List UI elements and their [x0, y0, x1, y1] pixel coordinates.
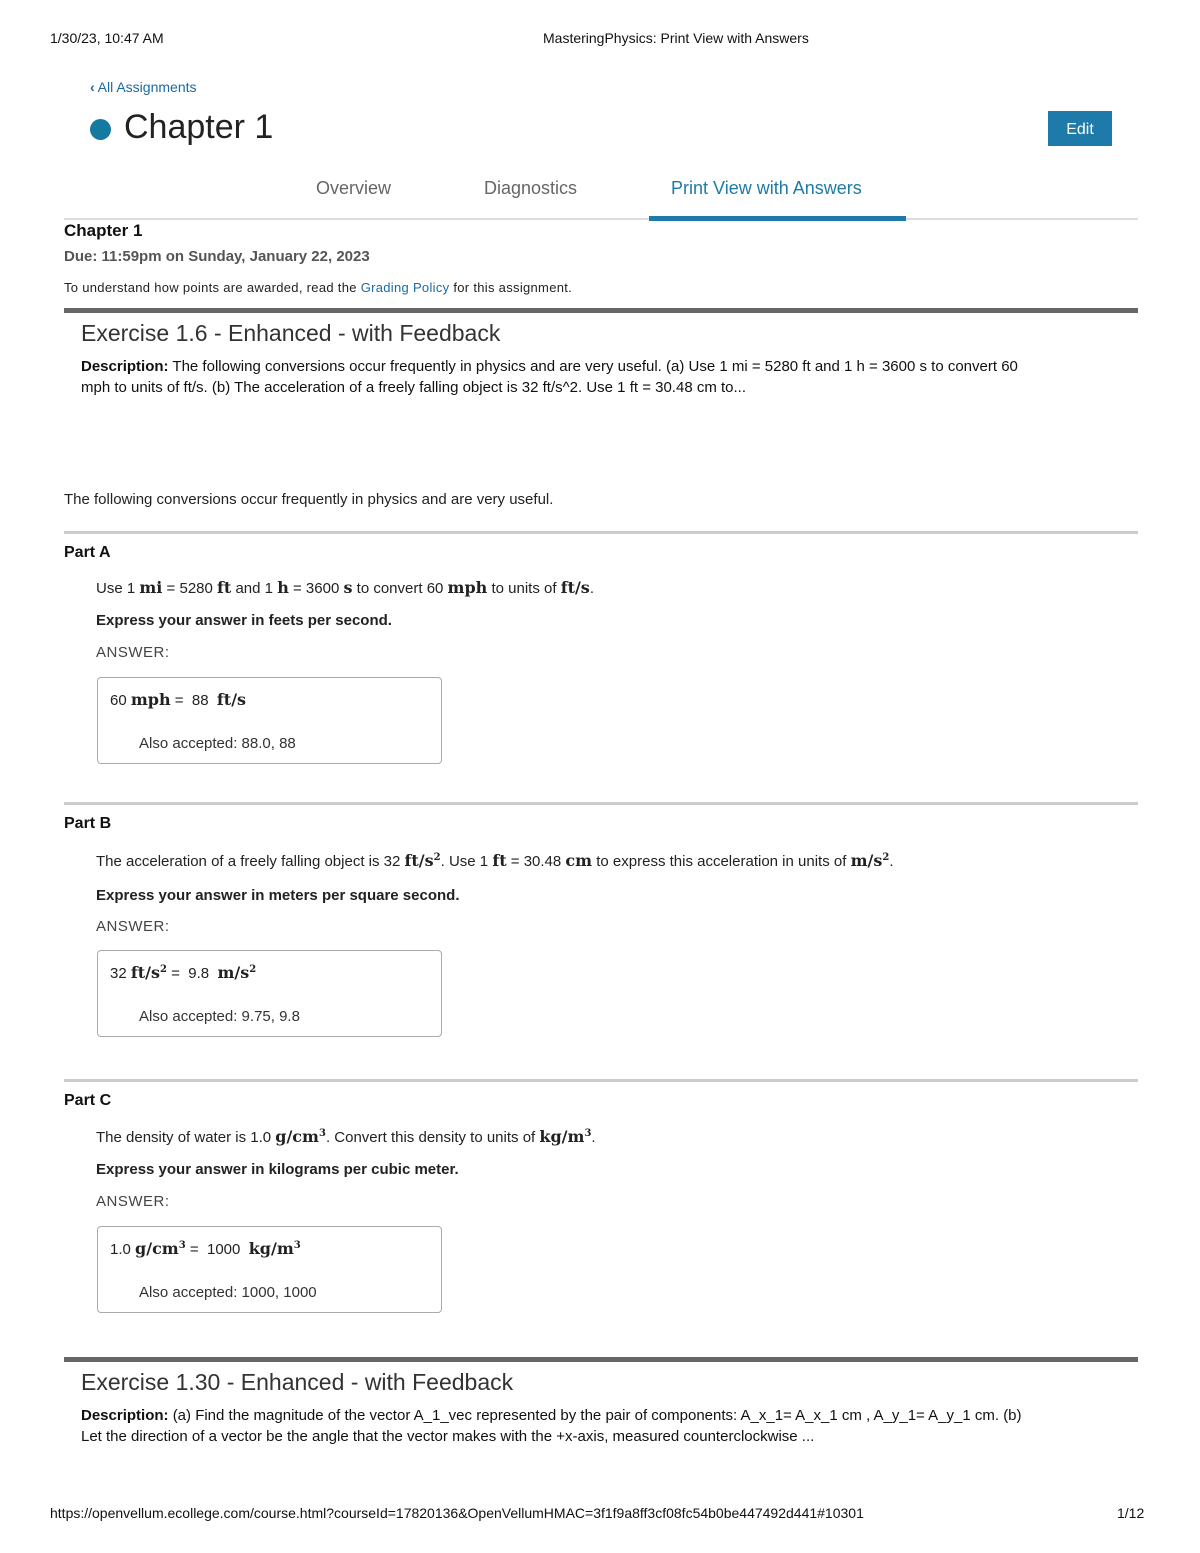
part-c-answer-label: ANSWER:	[96, 1193, 170, 1210]
answer-equation: 60 mph = 88 ft/s	[110, 690, 247, 709]
grading-policy-note	[64, 280, 572, 295]
answer-equation: 32 $ft/s^2 = 9.8$ $m/s^2$	[110, 963, 257, 982]
policy-suffix: for this assignment.	[453, 280, 573, 295]
description-line-1: The following conversions occur frequently in physics and are very useful. (a) Use 1 mi = 5280 ft and 1 h = 3600 s to convert 60	[172, 358, 1018, 375]
exercise-divider	[64, 1357, 1138, 1362]
part-divider	[64, 1079, 1138, 1082]
grading-policy-link[interactable]: Grading Policy	[360, 280, 450, 295]
part-divider	[64, 531, 1138, 534]
description-label: Description:	[81, 1407, 169, 1424]
part-c-instruction: Express your answer in kilograms per cubic meter.	[96, 1161, 459, 1178]
also-accepted: Also accepted: 1000, 1000	[139, 1284, 317, 1301]
due-date: Due: 11:59pm on Sunday, January 22, 2023	[64, 248, 370, 265]
tab-print-view-with-answers[interactable]: Print View with Answers	[671, 178, 862, 198]
part-a-answer-label: ANSWER:	[96, 644, 170, 661]
description-line-2: Let the direction of a vector be the angle that the vector makes with the +x-axis, measured counterclockwise ...	[81, 1428, 815, 1445]
part-a-label: Part A	[64, 544, 111, 561]
part-a-answer-box	[97, 677, 442, 764]
print-page-number: 1/12	[1117, 1505, 1145, 1521]
also-accepted: Also accepted: 9.75, 9.8	[139, 1008, 300, 1025]
tab-bar-divider	[64, 218, 1138, 220]
part-b-label: Part B	[64, 815, 112, 832]
exercise-intro: The following conversions occur frequently in physics and are very useful.	[64, 491, 554, 508]
active-tab-indicator	[649, 216, 906, 221]
description-label: Description:	[81, 358, 169, 375]
part-c-answer-box	[97, 1226, 442, 1313]
exercise-description	[81, 1405, 1121, 1447]
also-accepted: Also accepted: 88.0, 88	[139, 735, 296, 752]
policy-prefix: To understand how points are awarded, read the	[64, 280, 357, 295]
exercise-divider	[64, 308, 1138, 313]
part-a-instruction: Express your answer in feets per second.	[96, 612, 392, 629]
description-line-2: mph to units of ft/s. (b) The acceleration of a freely falling object is 32 ft/s^2. Use 1 ft = 30.48 cm to...	[81, 379, 747, 396]
all-assignments-link[interactable]	[90, 79, 197, 95]
tab-diagnostics[interactable]: Diagnostics	[484, 178, 578, 198]
print-page-title: MasteringPhysics: Print View with Answers	[543, 30, 809, 46]
tab-overview[interactable]: Overview	[316, 178, 392, 198]
part-a-question: Use 1 mi = 5280 ft and 1 h = 3600 s to convert 60 mph to units of ft/s.	[96, 578, 594, 597]
exercise-title: Exercise 1.30 - Enhanced - with Feedback	[81, 1369, 514, 1395]
part-b-answer-box	[97, 950, 442, 1037]
answer-value: 1000	[206, 1241, 241, 1258]
description-line-1: (a) Find the magnitude of the vector A_1_vec represented by the pair of components: A_x_1= A_x_1 cm , A_y_1= A_y_1 cm. (b)	[172, 1407, 1022, 1424]
part-b-answer-label: ANSWER:	[96, 918, 170, 935]
edit-button[interactable]: Edit	[1048, 111, 1112, 146]
answer-value: 9.8	[188, 965, 210, 982]
exercise-description	[81, 356, 1121, 398]
all-assignments-label: All Assignments	[97, 79, 197, 95]
exercise-title: Exercise 1.6 - Enhanced - with Feedback	[81, 320, 501, 346]
print-datetime: 1/30/23, 10:47 AM	[50, 30, 164, 46]
page-title: Chapter 1	[124, 108, 274, 146]
part-c-question: The density of water is 1.0 $g/cm^3$. Convert this density to units of $kg/m^3$.	[96, 1127, 596, 1146]
answer-value: 88	[191, 692, 209, 709]
chevron-left-icon: ‹	[90, 79, 95, 95]
print-url: https://openvellum.ecollege.com/course.html?courseId=17820136&OpenVellumHMAC=3f1f9a8ff3cf08fc54b0be447492d441#10301	[50, 1505, 864, 1521]
part-b-instruction: Express your answer in meters per square second.	[96, 887, 460, 904]
status-dot-icon	[90, 119, 111, 140]
part-divider	[64, 802, 1138, 805]
assignment-heading: Chapter 1	[64, 221, 143, 240]
answer-equation: 1.0 $g/cm^3 = 1000$ $kg/m^3$	[110, 1239, 301, 1258]
part-c-label: Part C	[64, 1092, 112, 1109]
part-b-question: The acceleration of a freely falling object is 32 $ft/s^2$. Use 1 ft = 30.48 cm to express this acceleration in units of $m/s^2$.	[96, 851, 894, 870]
